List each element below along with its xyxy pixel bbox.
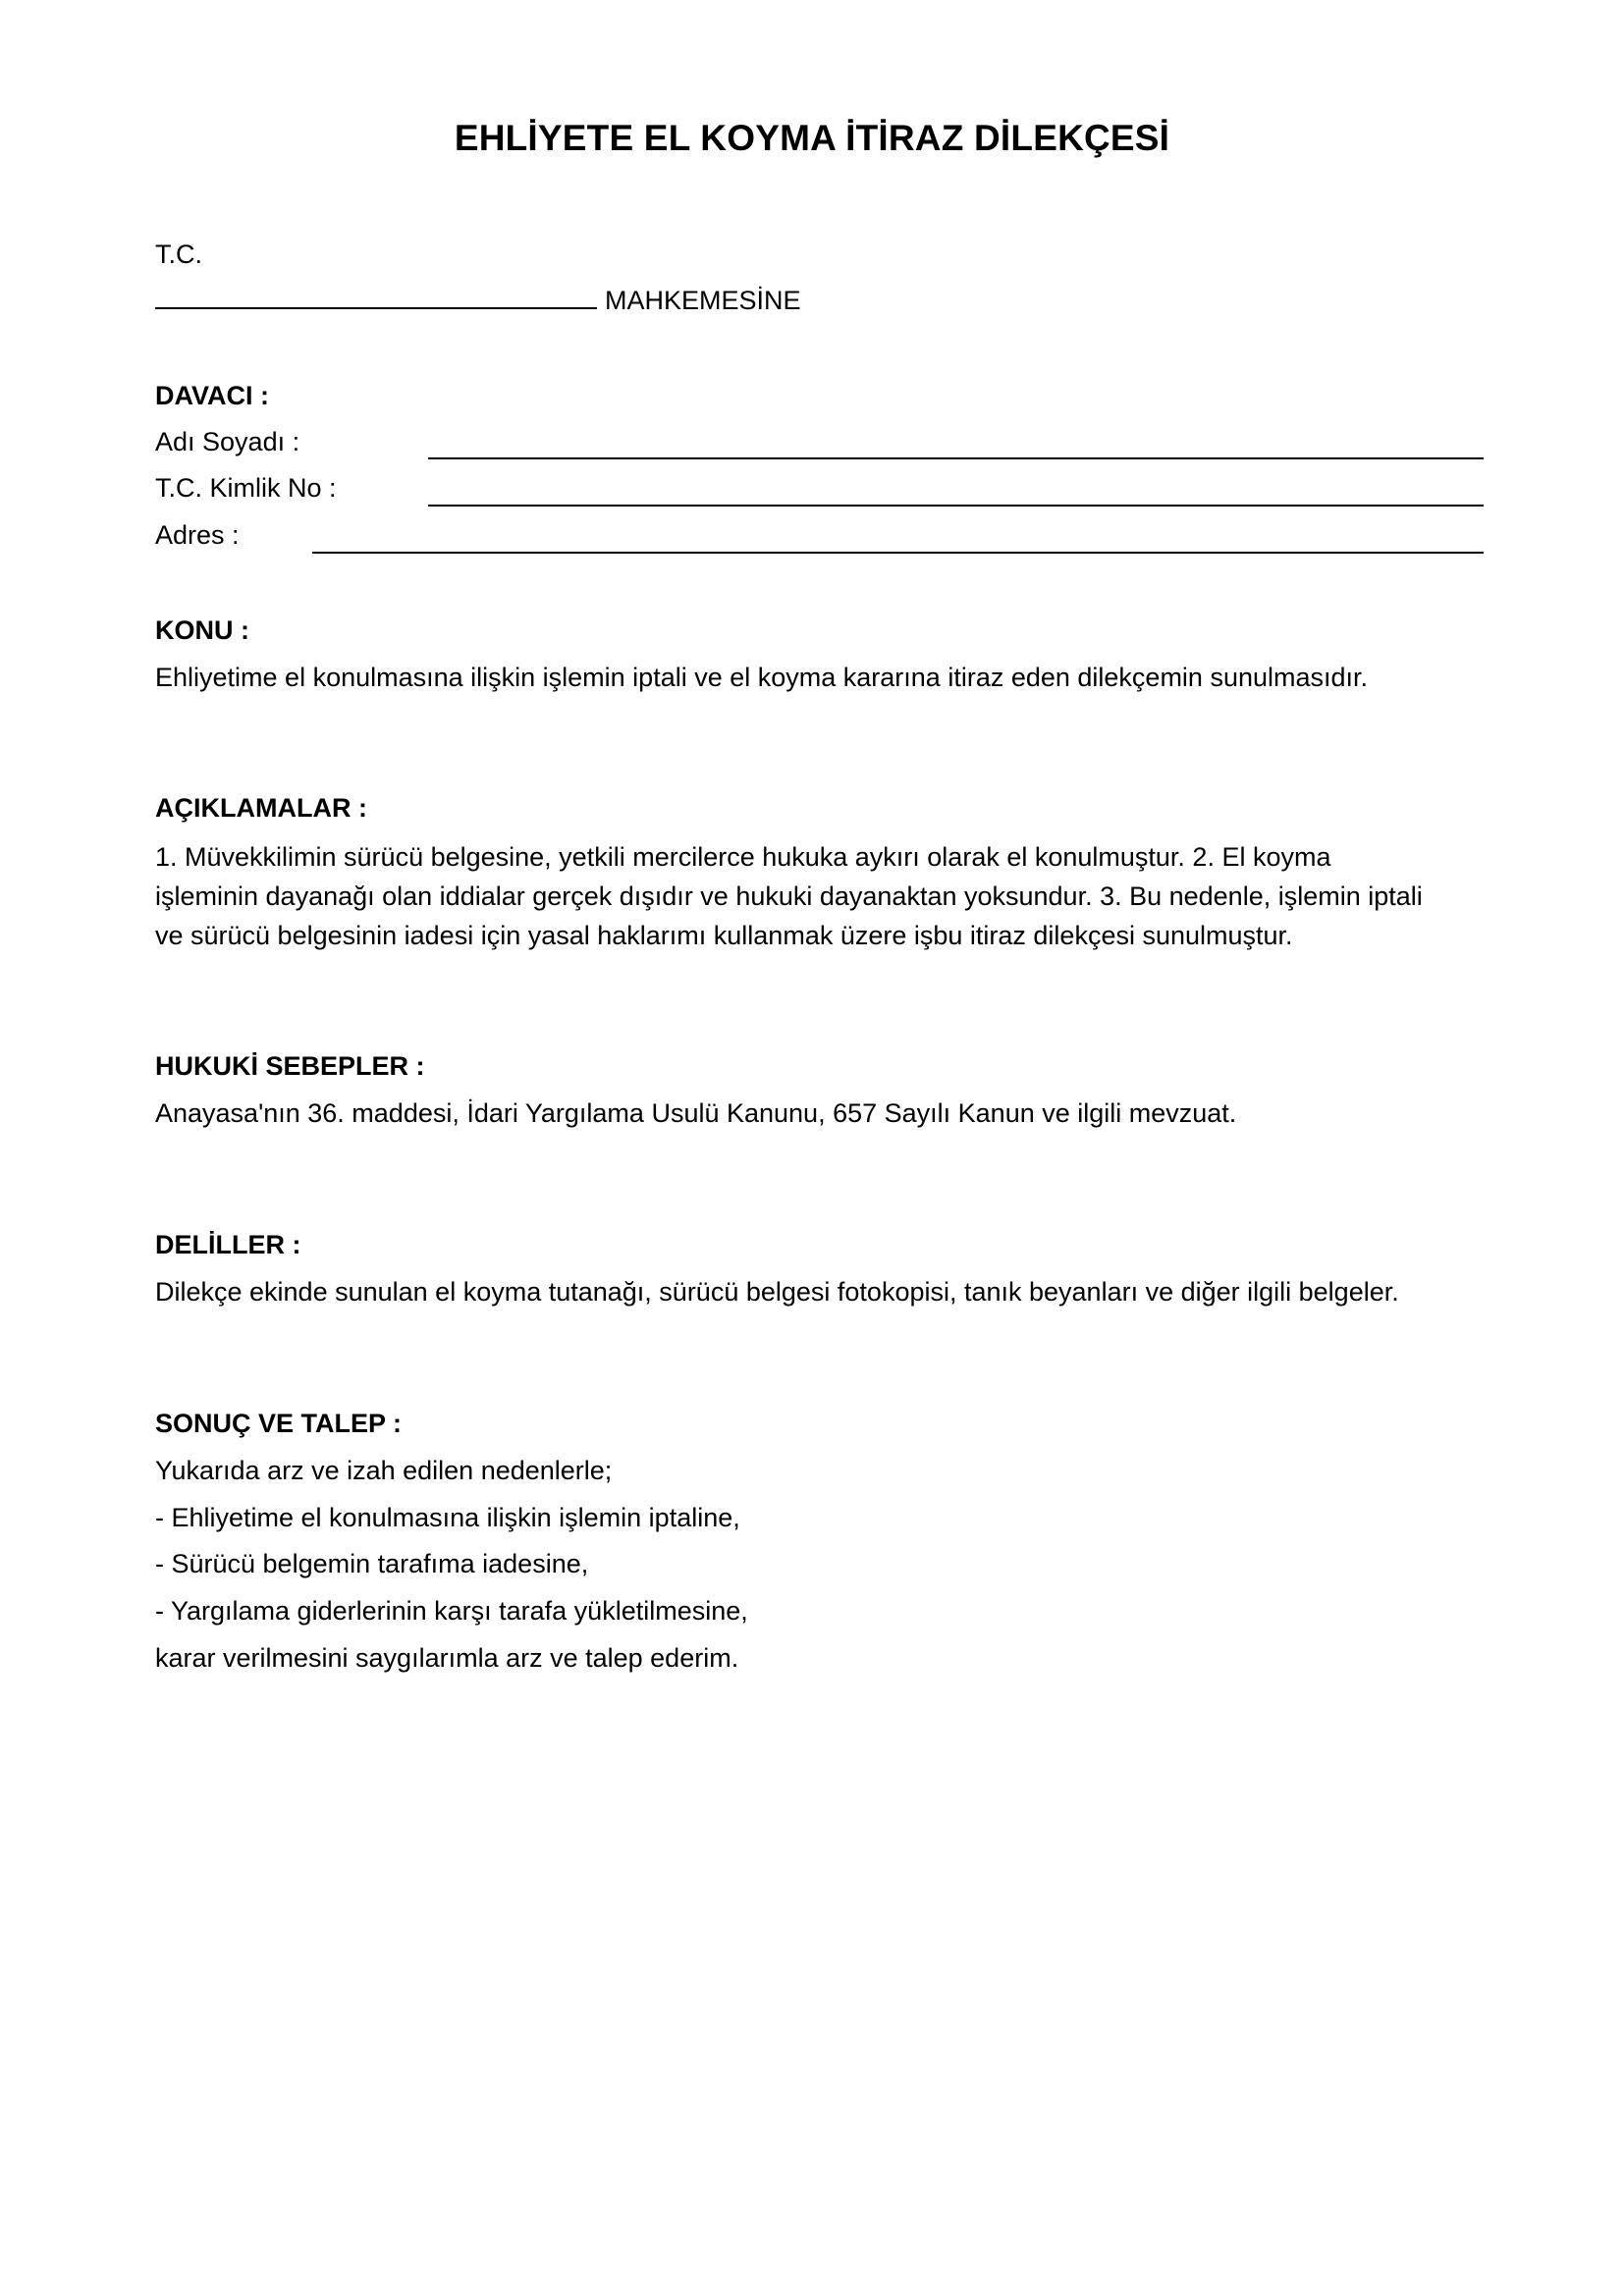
conclusion-line: - Yargılama giderlerinin karşı tarafa yükletilmesine, <box>155 1596 748 1626</box>
name-label: Adı Soyadı : <box>155 427 300 456</box>
court-line-row <box>155 281 801 320</box>
header-tc: T.C. <box>155 240 203 269</box>
explanations-line: 1. Müvekkilimin sürücü belgesine, yetkili mercilerce hukuka aykırı olarak el konulmuştur. 2. El koyma <box>155 842 1331 872</box>
subject-text: Ehliyetime el konulmasına ilişkin işlemin iptali ve el koyma kararına itiraz eden dilekçemin sunulmasıdır. <box>155 663 1369 692</box>
explanations-heading: AÇIKLAMALAR : <box>155 793 367 823</box>
conclusion-line: - Ehliyetime el konulmasına ilişkin işlemin iptaline, <box>155 1503 740 1532</box>
court-name-blank[interactable] <box>155 282 597 309</box>
id-field-line[interactable] <box>428 505 1484 507</box>
id-label: T.C. Kimlik No : <box>155 473 337 503</box>
document-title: EHLİYETE EL KOYMA İTİRAZ DİLEKÇESİ <box>454 118 1170 158</box>
conclusion-line: - Sürücü belgemin tarafıma iadesine, <box>155 1549 589 1578</box>
legal-grounds-text: Anayasa'nın 36. maddesi, İdari Yargılama Usulü Kanunu, 657 Sayılı Kanun ve ilgili mevzuat. <box>155 1098 1237 1128</box>
conclusion-line: Yukarıda arz ve izah edilen nedenlerle; <box>155 1456 613 1485</box>
explanations-line: ve sürücü belgesinin iadesi için yasal haklarımı kullanmak üzere işbu itiraz dilekçesi sunulmuştur. <box>155 921 1293 950</box>
conclusion-heading: SONUÇ VE TALEP : <box>155 1409 403 1438</box>
conclusion-line: karar verilmesini saygılarımla arz ve talep ederim. <box>155 1643 739 1673</box>
explanations-line: işleminin dayanağı olan iddialar gerçek dışıdır ve hukuki dayanaktan yoksundur. 3. Bu nedenle, işlemin iptali <box>155 881 1423 911</box>
evidence-heading: DELİLLER : <box>155 1230 301 1259</box>
legal-grounds-heading: HUKUKİ SEBEPLER : <box>155 1051 425 1081</box>
subject-heading: KONU : <box>155 615 249 645</box>
court-suffix: MAHKEMESİNE <box>605 286 801 315</box>
evidence-text: Dilekçe ekinde sunulan el koyma tutanağı, sürücü belgesi fotokopisi, tanık beyanları ve diğer ilgili belgeler. <box>155 1277 1399 1307</box>
name-field-line[interactable] <box>428 457 1484 459</box>
address-field-line[interactable] <box>312 552 1484 554</box>
plaintiff-heading: DAVACI : <box>155 381 269 410</box>
address-label: Adres : <box>155 520 240 550</box>
